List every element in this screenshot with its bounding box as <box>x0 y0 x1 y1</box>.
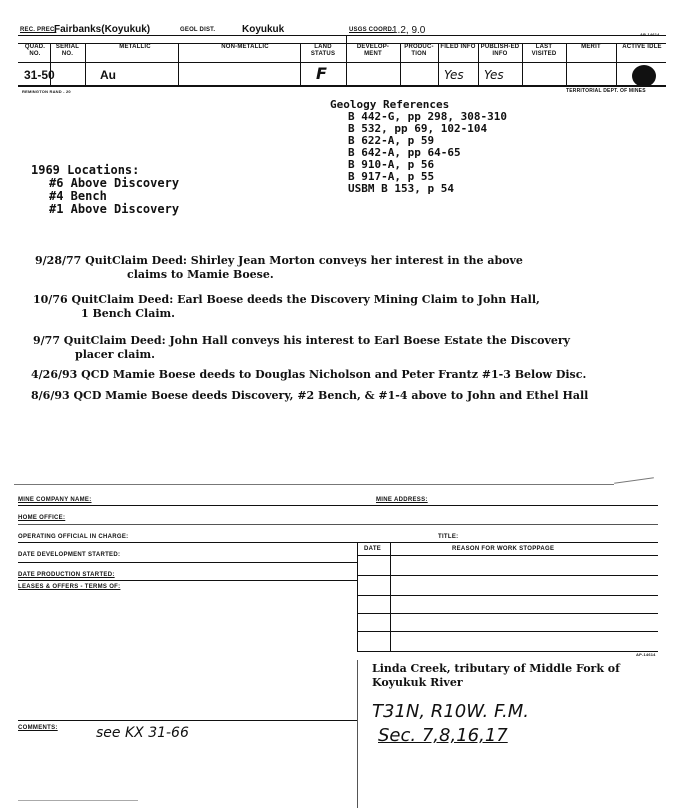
handwritten-line: Sec. 7,8,16,17 <box>378 725 508 746</box>
location-note-line: Linda Creek, tributary of Middle Fork of <box>372 662 620 675</box>
geol-dist-label: GEOL DIST. <box>180 27 216 33</box>
deed-entry-line: claims to Mamie Boese. <box>127 268 274 281</box>
deed-entry-line: 1 Bench Claim. <box>81 307 176 320</box>
col-quad-no: QUAD. NO. <box>24 44 46 57</box>
col-published-info: PUBLISH-ED INFO <box>480 44 520 57</box>
date-development-label: DATE DEVELOPMENT STARTED: <box>18 552 121 558</box>
geol-dist-value: Koyukuk <box>242 24 285 35</box>
operating-official-label: OPERATING OFFICIAL IN CHARGE: <box>18 534 129 540</box>
col-metallic: METALLIC <box>119 44 151 50</box>
deed-entry-line: 10/76 QuitClaim Deed: Earl Boese deeds the Discovery Mining Claim to John Hall, <box>33 293 540 306</box>
printer-note: REMINGTON RAND - 20 <box>22 89 71 94</box>
locations-title: 1969 Locations: <box>31 163 140 177</box>
metallic-value: Au <box>100 68 116 82</box>
deed-entry: 8/6/93 QCD Mamie Boese deeds Discovery, #2 Bench, & #1-4 above to John and Ethel Hall <box>31 389 589 402</box>
geology-ref: B 642-A, pp 64-65 <box>348 146 461 159</box>
geology-ref: B 442-G, pp 298, 308-310 <box>348 110 507 123</box>
reason-col-header: REASON FOR WORK STOPPAGE <box>452 546 555 552</box>
deed-entry <box>33 293 540 321</box>
filed-info-value: Yes <box>444 68 464 82</box>
geology-ref: B 532, pp 69, 102-104 <box>348 122 488 135</box>
comments-value: see KX 31-66 <box>96 725 189 741</box>
rec-prec-value: Fairbanks(Koyukuk) <box>54 24 151 35</box>
usgs-coord-value: 1.2, 9.0 <box>392 25 426 36</box>
form-number: AP-14614 <box>640 32 660 37</box>
deed-entry-line: 9/28/77 QuitClaim Deed: Shirley Jean Morton conveys her interest in the above <box>35 254 523 267</box>
leases-label: LEASES & OFFERS - TERMS OF: <box>18 584 121 590</box>
geology-ref: B 910-A, p 56 <box>348 158 435 171</box>
territorial-dept: TERRITORIAL DEPT. OF MINES <box>566 88 646 94</box>
mine-address-label: MINE ADDRESS: <box>376 497 428 503</box>
col-merit: MERIT <box>581 44 601 50</box>
mine-company-name-label: MINE COMPANY NAME: <box>18 497 92 503</box>
deed-entry-line: placer claim. <box>75 348 155 361</box>
geology-ref: USBM B 153, p 54 <box>348 182 454 195</box>
col-filed-info: FILED INFO <box>440 44 476 50</box>
location-item: #1 Above Discovery <box>49 202 180 216</box>
date-production-label: DATE PRODUCTION STARTED: <box>18 572 115 578</box>
geology-ref: B 917-A, p 55 <box>348 170 435 183</box>
col-last-visited: LAST VISITED <box>531 44 557 57</box>
handwritten-note <box>372 700 529 748</box>
comments-label: COMMENTS: <box>18 725 58 731</box>
usgs-coord-label: USGS COORD. <box>349 27 394 33</box>
deed-entry <box>35 254 523 282</box>
geology-title: Geology References <box>330 98 450 111</box>
location-note <box>372 662 620 690</box>
title-label: TITLE: <box>438 534 459 540</box>
quad-serial-value: 31-50 <box>24 68 55 82</box>
land-status-value: F <box>316 64 327 83</box>
col-land-status: LAND STATUS <box>310 44 336 57</box>
col-non-metallic: NON-METALLIC <box>221 44 269 50</box>
home-office-label: HOME OFFICE: <box>18 515 66 521</box>
location-item: #4 Bench <box>49 189 107 203</box>
deed-entry-line: 9/77 QuitClaim Deed: John Hall conveys his interest to Earl Boese Estate the Discovery <box>33 334 571 347</box>
geology-ref: B 622-A, p 59 <box>348 134 435 147</box>
date-col-header: DATE <box>364 546 382 552</box>
rec-prec-label: REC. PREC. <box>20 27 57 33</box>
location-note-line: Koyukuk River <box>372 676 463 689</box>
col-production: PRODUC-TION <box>404 44 434 57</box>
geology-references <box>330 99 507 195</box>
col-active-idle: ACTIVE IDLE <box>622 44 662 50</box>
locations-1969 <box>31 164 179 216</box>
col-serial-no: SERIAL NO. <box>55 44 80 57</box>
deed-entry: 4/26/93 QCD Mamie Boese deeds to Douglas Nicholson and Peter Frantz #1-3 Below Disc. <box>31 368 587 381</box>
form-number-2: AP-14614 <box>636 652 656 657</box>
ink-blot <box>632 65 656 87</box>
col-development: DEVELOP-MENT <box>356 44 390 57</box>
published-info-value: Yes <box>484 68 504 82</box>
handwritten-line: T31N, R10W. F.M. <box>372 701 529 722</box>
deed-entry <box>33 334 570 362</box>
location-item: #6 Above Discovery <box>49 176 180 190</box>
